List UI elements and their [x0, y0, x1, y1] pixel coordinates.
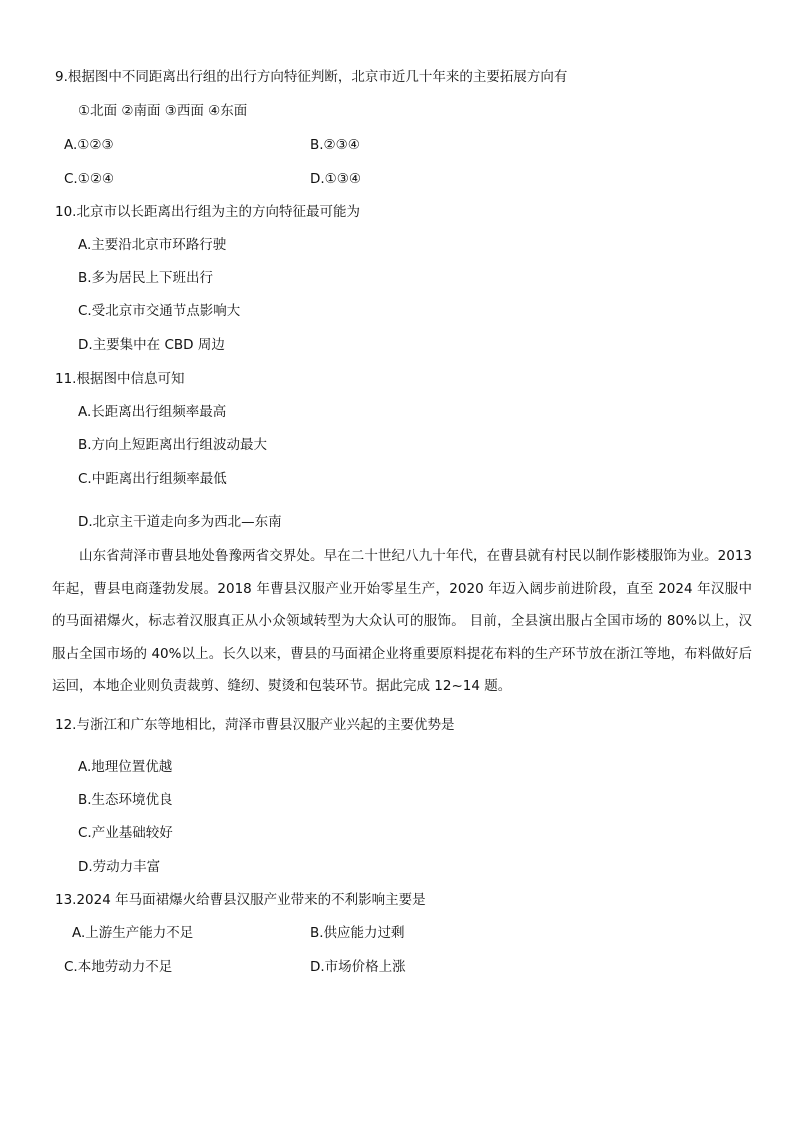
question-13-option-d: D.市场价格上涨 — [310, 959, 406, 975]
question-11-option-d: D.北京主干道走向多为西北—东南 — [78, 514, 282, 530]
question-11-option-c: C.中距离出行组频率最低 — [78, 471, 227, 487]
question-13-option-b: B.供应能力过剩 — [310, 925, 405, 941]
question-10-option-b: B.多为居民上下班出行 — [78, 270, 214, 286]
question-11-option-a: A.长距离出行组频率最高 — [78, 404, 227, 420]
question-11-option-b: B.方向上短距离出行组波动最大 — [78, 437, 268, 453]
question-12-stem: 12.与浙江和广东等地相比，菏泽市曹县汉服产业兴起的主要优势是 — [55, 717, 455, 733]
question-13-option-c: C.本地劳动力不足 — [64, 959, 173, 975]
question-13-stem: 13.2024 年马面裙爆火给曹县汉服产业带来的不利影响主要是 — [55, 892, 426, 908]
question-10-stem: 10.北京市以长距离出行组为主的方向特征最可能为 — [55, 204, 360, 220]
question-9-option-d: D.①③④ — [310, 171, 361, 187]
question-9-option-a: A.①②③ — [64, 137, 114, 153]
question-13-option-a: A.上游生产能力不足 — [72, 925, 194, 941]
question-10-option-a: A.主要沿北京市环路行驶 — [78, 237, 227, 253]
question-11-stem: 11.根据图中信息可知 — [55, 371, 185, 387]
question-12-option-d: D.劳动力丰富 — [78, 859, 161, 875]
question-12-option-a: A.地理位置优越 — [78, 759, 173, 775]
question-9-choices-line: ①北面 ②南面 ③西面 ④东面 — [78, 103, 248, 119]
question-9-option-c: C.①②④ — [64, 171, 115, 187]
question-12-option-b: B.生态环境优良 — [78, 792, 173, 808]
reading-passage: 山东省菏泽市曹县地处鲁豫两省交界处。早在二十世纪八九十年代，在曹县就有村民以制作影楼服饰为业。2013 年起，曹县电商蓬勃发展。2018 年曹县汉服产业开始零星生产，2020 年迈入阔步前进阶段，直至 2024 年汉服中的马面裙爆火，标志着汉服真正从小众领域转型为大众认可的服饰。 目前，全县演出服占全国市场的 80%以上，汉服占全国市场的 40%以上。长久以来，曹县的马面裙企业将重要原料提花布料的生产环节放在浙江等地，布料做好后运回，本地企业则负责裁剪、缝纫、熨烫和包装环节。据此完成 12~14 题。 — [52, 548, 752, 694]
question-12-option-c: C.产业基础较好 — [78, 825, 173, 841]
question-9-stem: 9.根据图中不同距离出行组的出行方向特征判断，北京市近几十年来的主要拓展方向有 — [55, 69, 568, 85]
question-9-option-b: B.②③④ — [310, 137, 360, 153]
question-10-option-d: D.主要集中在 CBD 周边 — [78, 337, 225, 353]
question-10-option-c: C.受北京市交通节点影响大 — [78, 303, 241, 319]
